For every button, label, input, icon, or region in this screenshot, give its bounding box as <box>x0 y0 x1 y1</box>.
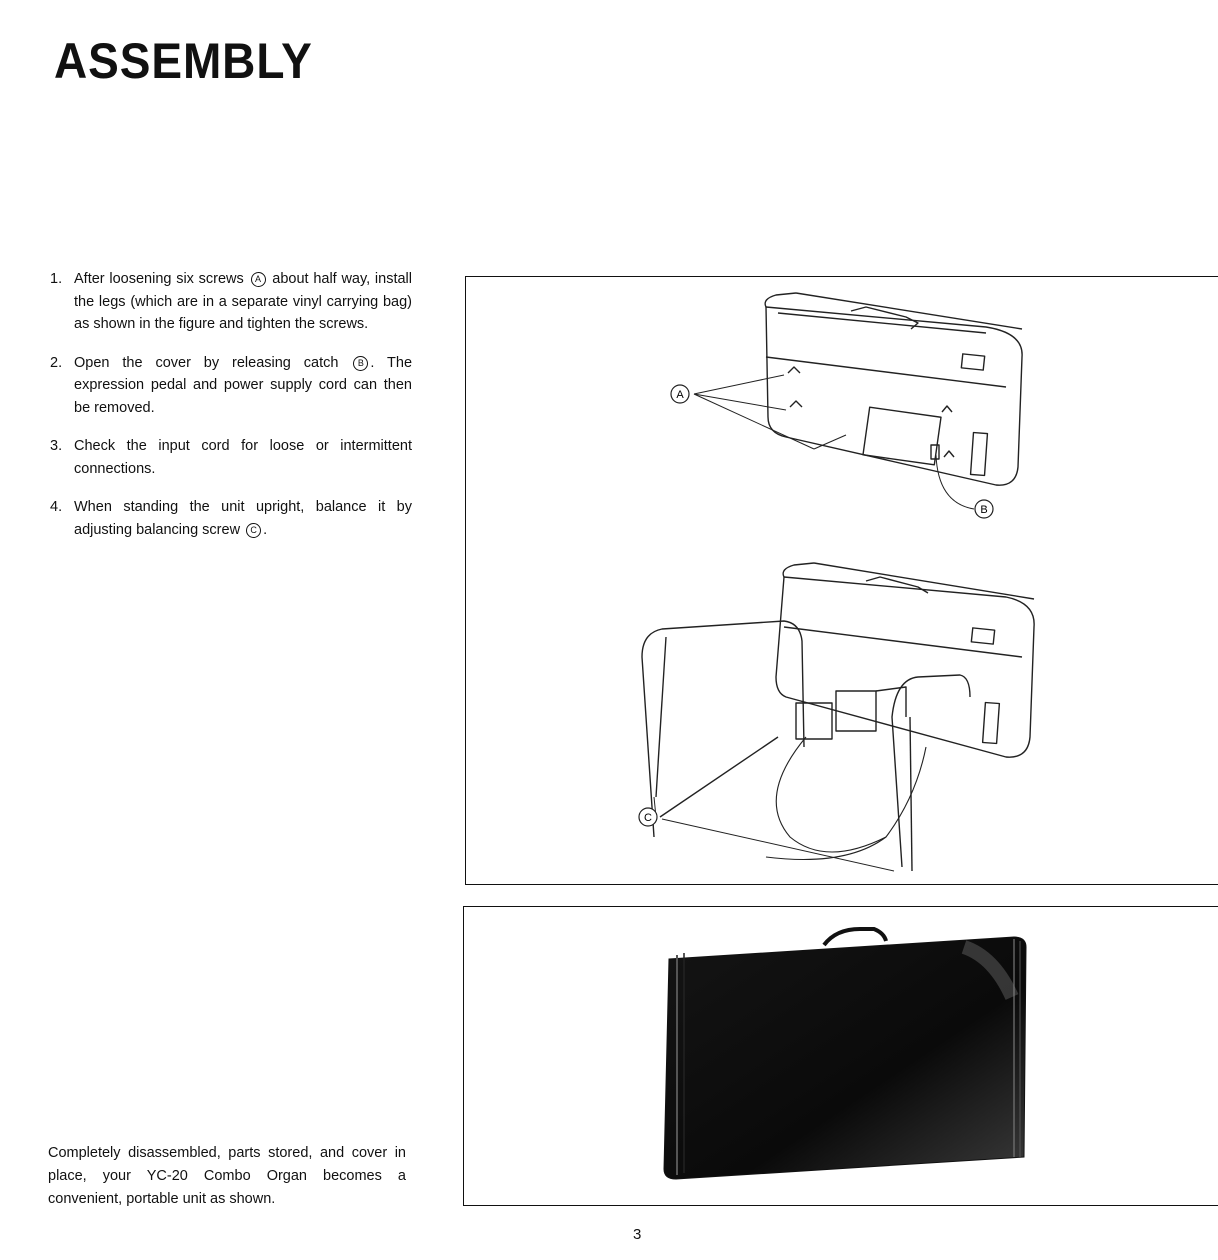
screw-a-callout-lines <box>694 375 846 449</box>
portable-case-photo-panel <box>463 906 1218 1206</box>
step-text <box>74 268 412 336</box>
step-3 <box>50 435 412 480</box>
assembly-figure-panel <box>465 276 1218 885</box>
callout-a-label: A <box>676 389 684 401</box>
step-number: 4. <box>50 499 63 515</box>
step-text-part: Open the cover by releasing catch <box>74 354 339 371</box>
catch-b-callout-line <box>936 455 974 509</box>
step-text-part: about half way, install the legs (which are in a separate vinyl carrying bag) as shown in the figure and tighten the screws. <box>74 271 412 332</box>
callout-c-label: C <box>644 812 652 824</box>
step-number: 2. <box>50 354 63 371</box>
step-1 <box>50 268 412 336</box>
page-title: ASSEMBLY <box>54 33 313 89</box>
screw-a-marker: A <box>251 272 266 287</box>
screw-c-marker: C <box>246 523 261 538</box>
step-text-part: When standing the unit upright, balance it by adjusting balancing screw <box>74 499 412 538</box>
step-2 <box>50 352 412 420</box>
step-number: 3. <box>50 438 63 454</box>
carrying-case <box>664 929 1026 1179</box>
assembly-illustration <box>466 277 1218 884</box>
portable-unit-caption: Completely disassembled, parts stored, and cover in place, your YC-20 Combo Organ becomes a convenient, portable unit as shown. <box>48 1145 406 1207</box>
assembly-steps <box>50 268 412 557</box>
organ-back-view <box>765 293 1022 485</box>
step-text-part: After loosening six screws <box>74 271 244 287</box>
step-text <box>74 352 412 420</box>
step-text-part: . The expression pedal and power supply cord can then be removed. <box>74 354 413 416</box>
step-number: 1. <box>50 271 63 287</box>
callout-c <box>639 808 657 826</box>
step-text-part: . <box>263 521 268 538</box>
step-text <box>74 496 412 541</box>
callout-b <box>975 500 993 518</box>
screw-c-callout-lines <box>654 797 894 871</box>
step-text: Check the input cord for loose or intermittent connections. <box>74 438 412 477</box>
callout-b-label: B <box>980 504 988 516</box>
step-4 <box>50 496 412 541</box>
closed-organ-case-photo <box>464 907 1218 1205</box>
page-number: 3 <box>633 1226 642 1243</box>
catch-b-marker: B <box>353 356 368 371</box>
organ-with-legs <box>642 563 1034 871</box>
callout-a <box>671 385 689 403</box>
